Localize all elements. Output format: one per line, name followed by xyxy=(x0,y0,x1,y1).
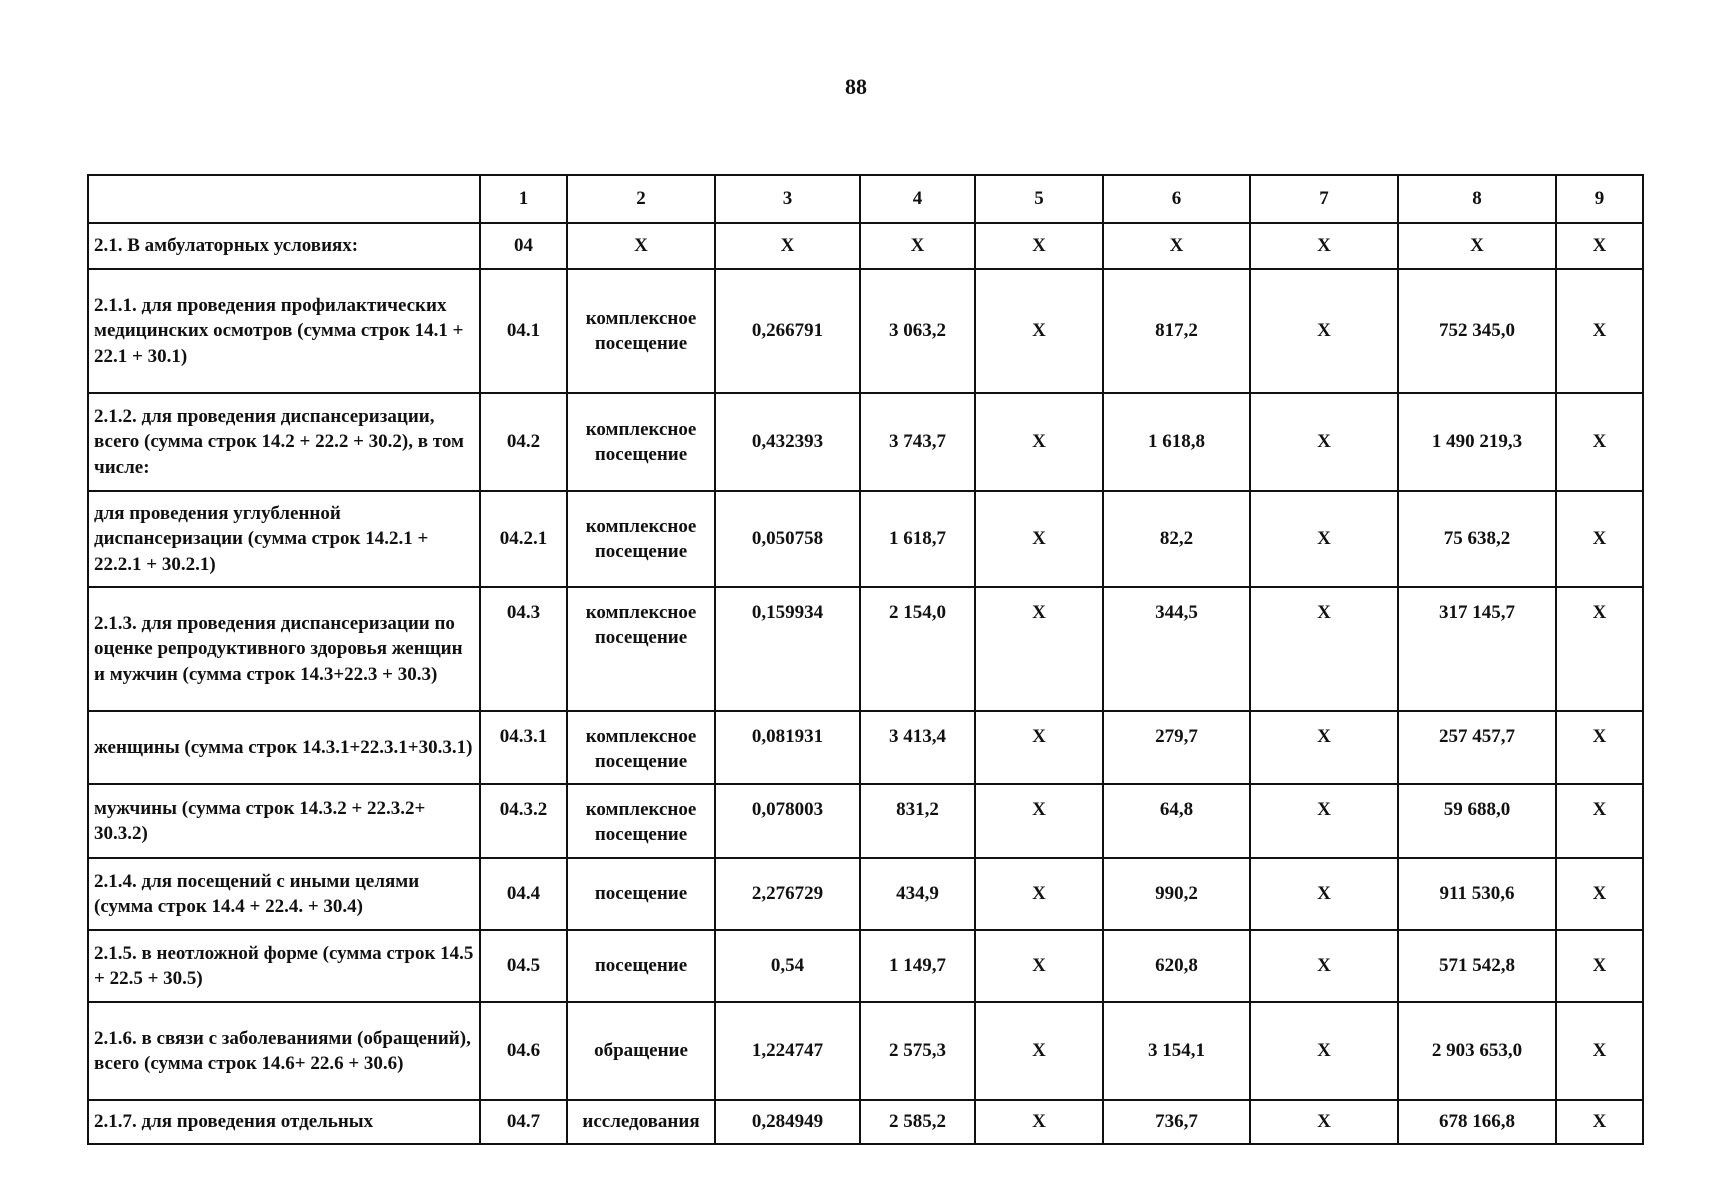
row-col8-cell: 571 542,8 xyxy=(1398,930,1556,1002)
row-col4-cell: 3 743,7 xyxy=(860,393,975,491)
row-unit-cell: посещение xyxy=(567,858,715,930)
row-unit-cell: комплексное посещение xyxy=(567,491,715,587)
row-col4-cell: 434,9 xyxy=(860,858,975,930)
row-name-cell: 2.1.1. для проведения профилактических медицинских осмотров (сумма строк 14.1 + 22.1 + 30.1) xyxy=(88,269,480,393)
row-col5-cell: Х xyxy=(975,858,1103,930)
row-col6-cell: 1 618,8 xyxy=(1103,393,1250,491)
row-code-cell: 04.2.1 xyxy=(480,491,567,587)
row-col5-cell: Х xyxy=(975,223,1103,269)
row-code-cell: 04.6 xyxy=(480,1002,567,1100)
row-col5-cell: Х xyxy=(975,393,1103,491)
row-col4-cell: 2 154,0 xyxy=(860,587,975,711)
table-row xyxy=(88,784,1643,858)
header-cell-6: 6 xyxy=(1103,175,1250,223)
row-col5-cell: Х xyxy=(975,784,1103,858)
row-col5-cell: Х xyxy=(975,269,1103,393)
table-row xyxy=(88,269,1643,393)
table-row xyxy=(88,223,1643,269)
header-cell-2: 2 xyxy=(567,175,715,223)
table-row xyxy=(88,393,1643,491)
row-col8-cell: 59 688,0 xyxy=(1398,784,1556,858)
row-col5-cell: Х xyxy=(975,491,1103,587)
row-col9-cell: Х xyxy=(1556,223,1643,269)
row-col4-cell: 2 575,3 xyxy=(860,1002,975,1100)
row-col6-cell: 64,8 xyxy=(1103,784,1250,858)
row-col3-cell: 0,432393 xyxy=(715,393,860,491)
table-row xyxy=(88,711,1643,784)
row-col6-cell: 82,2 xyxy=(1103,491,1250,587)
row-col9-cell: Х xyxy=(1556,491,1643,587)
row-unit-cell: исследования xyxy=(567,1100,715,1144)
row-col7-cell: Х xyxy=(1250,711,1398,784)
table-row xyxy=(88,930,1643,1002)
row-name-cell: 2.1.6. в связи с заболеваниями (обращений), всего (сумма строк 14.6+ 22.6 + 30.6) xyxy=(88,1002,480,1100)
row-col9-cell: Х xyxy=(1556,393,1643,491)
row-col4-cell: 3 063,2 xyxy=(860,269,975,393)
row-col9-cell: Х xyxy=(1556,784,1643,858)
table-row xyxy=(88,1100,1643,1144)
row-code-cell: 04.3.1 xyxy=(480,711,567,784)
header-cell-4: 4 xyxy=(860,175,975,223)
row-col6-cell: 344,5 xyxy=(1103,587,1250,711)
row-unit-cell: Х xyxy=(567,223,715,269)
row-col3-cell: 0,050758 xyxy=(715,491,860,587)
row-col3-cell: 1,224747 xyxy=(715,1002,860,1100)
data-table xyxy=(87,174,1644,1145)
row-col9-cell: Х xyxy=(1556,1002,1643,1100)
row-col8-cell: 75 638,2 xyxy=(1398,491,1556,587)
row-col9-cell: Х xyxy=(1556,1100,1643,1144)
row-col7-cell: Х xyxy=(1250,1100,1398,1144)
row-col6-cell: 990,2 xyxy=(1103,858,1250,930)
row-unit-cell: посещение xyxy=(567,930,715,1002)
row-name-cell: женщины (сумма строк 14.3.1+22.3.1+30.3.1) xyxy=(88,711,480,784)
row-name-cell: 2.1.3. для проведения диспансеризации по оценке репродуктивного здоровья женщин и мужчин (сумма строк 14.3+22.3 + 30.3) xyxy=(88,587,480,711)
row-col7-cell: Х xyxy=(1250,587,1398,711)
header-cell-9: 9 xyxy=(1556,175,1643,223)
row-col8-cell: 752 345,0 xyxy=(1398,269,1556,393)
row-col4-cell: Х xyxy=(860,223,975,269)
row-col7-cell: Х xyxy=(1250,784,1398,858)
row-col4-cell: 1 618,7 xyxy=(860,491,975,587)
row-col6-cell: 3 154,1 xyxy=(1103,1002,1250,1100)
row-col3-cell: 0,159934 xyxy=(715,587,860,711)
row-col8-cell: 911 530,6 xyxy=(1398,858,1556,930)
row-name-cell: мужчины (сумма строк 14.3.2 + 22.3.2+ 30.3.2) xyxy=(88,784,480,858)
row-name-cell: 2.1.2. для проведения диспансеризации, всего (сумма строк 14.2 + 22.2 + 30.2), в том числе: xyxy=(88,393,480,491)
row-col8-cell: 317 145,7 xyxy=(1398,587,1556,711)
row-col3-cell: 0,266791 xyxy=(715,269,860,393)
row-col6-cell: 817,2 xyxy=(1103,269,1250,393)
row-code-cell: 04.5 xyxy=(480,930,567,1002)
row-col5-cell: Х xyxy=(975,1002,1103,1100)
row-col3-cell: 0,54 xyxy=(715,930,860,1002)
table-row xyxy=(88,1002,1643,1100)
row-col3-cell: 2,276729 xyxy=(715,858,860,930)
row-code-cell: 04.2 xyxy=(480,393,567,491)
row-col7-cell: Х xyxy=(1250,1002,1398,1100)
row-name-cell: 2.1.4. для посещений с иными целями (сумма строк 14.4 + 22.4. + 30.4) xyxy=(88,858,480,930)
header-cell-3: 3 xyxy=(715,175,860,223)
row-code-cell: 04.3.2 xyxy=(480,784,567,858)
row-col6-cell: Х xyxy=(1103,223,1250,269)
row-col8-cell: 2 903 653,0 xyxy=(1398,1002,1556,1100)
row-col3-cell: 0,078003 xyxy=(715,784,860,858)
row-col3-cell: 0,081931 xyxy=(715,711,860,784)
row-name-cell: 2.1.5. в неотложной форме (сумма строк 14.5 + 22.5 + 30.5) xyxy=(88,930,480,1002)
row-col8-cell: 1 490 219,3 xyxy=(1398,393,1556,491)
row-code-cell: 04.7 xyxy=(480,1100,567,1144)
row-unit-cell: обращение xyxy=(567,1002,715,1100)
row-col7-cell: Х xyxy=(1250,223,1398,269)
row-col9-cell: Х xyxy=(1556,858,1643,930)
table-row xyxy=(88,491,1643,587)
header-cell-5: 5 xyxy=(975,175,1103,223)
row-col5-cell: Х xyxy=(975,1100,1103,1144)
row-col7-cell: Х xyxy=(1250,269,1398,393)
row-col8-cell: 257 457,7 xyxy=(1398,711,1556,784)
row-col3-cell: 0,284949 xyxy=(715,1100,860,1144)
page-number: 88 xyxy=(845,74,867,99)
row-col4-cell: 1 149,7 xyxy=(860,930,975,1002)
row-col5-cell: Х xyxy=(975,587,1103,711)
row-col9-cell: Х xyxy=(1556,930,1643,1002)
row-unit-cell: комплексное посещение xyxy=(567,269,715,393)
row-col8-cell: Х xyxy=(1398,223,1556,269)
header-cell-7: 7 xyxy=(1250,175,1398,223)
row-code-cell: 04.1 xyxy=(480,269,567,393)
row-unit-cell: комплексное посещение xyxy=(567,393,715,491)
row-col6-cell: 736,7 xyxy=(1103,1100,1250,1144)
row-unit-cell: комплексное посещение xyxy=(567,711,715,784)
row-name-cell: для проведения углубленной диспансеризации (сумма строк 14.2.1 + 22.2.1 + 30.2.1) xyxy=(88,491,480,587)
row-unit-cell: комплексное посещение xyxy=(567,784,715,858)
row-col7-cell: Х xyxy=(1250,393,1398,491)
row-col7-cell: Х xyxy=(1250,930,1398,1002)
row-col6-cell: 279,7 xyxy=(1103,711,1250,784)
row-col5-cell: Х xyxy=(975,711,1103,784)
table-header-row xyxy=(88,175,1643,223)
row-code-cell: 04.3 xyxy=(480,587,567,711)
row-col8-cell: 678 166,8 xyxy=(1398,1100,1556,1144)
row-col4-cell: 2 585,2 xyxy=(860,1100,975,1144)
row-col7-cell: Х xyxy=(1250,491,1398,587)
header-cell-8: 8 xyxy=(1398,175,1556,223)
table-row xyxy=(88,587,1643,711)
row-col9-cell: Х xyxy=(1556,711,1643,784)
row-name-cell: 2.1.7. для проведения отдельных xyxy=(88,1100,480,1144)
table-row xyxy=(88,858,1643,930)
row-code-cell: 04.4 xyxy=(480,858,567,930)
row-col5-cell: Х xyxy=(975,930,1103,1002)
row-name-cell: 2.1. В амбулаторных условиях: xyxy=(88,223,480,269)
row-col9-cell: Х xyxy=(1556,587,1643,711)
row-col9-cell: Х xyxy=(1556,269,1643,393)
row-col7-cell: Х xyxy=(1250,858,1398,930)
row-code-cell: 04 xyxy=(480,223,567,269)
row-col3-cell: Х xyxy=(715,223,860,269)
row-col4-cell: 831,2 xyxy=(860,784,975,858)
header-cell-1: 1 xyxy=(480,175,567,223)
row-col4-cell: 3 413,4 xyxy=(860,711,975,784)
header-cell-name xyxy=(88,175,480,223)
row-col6-cell: 620,8 xyxy=(1103,930,1250,1002)
row-unit-cell: комплексное посещение xyxy=(567,587,715,711)
